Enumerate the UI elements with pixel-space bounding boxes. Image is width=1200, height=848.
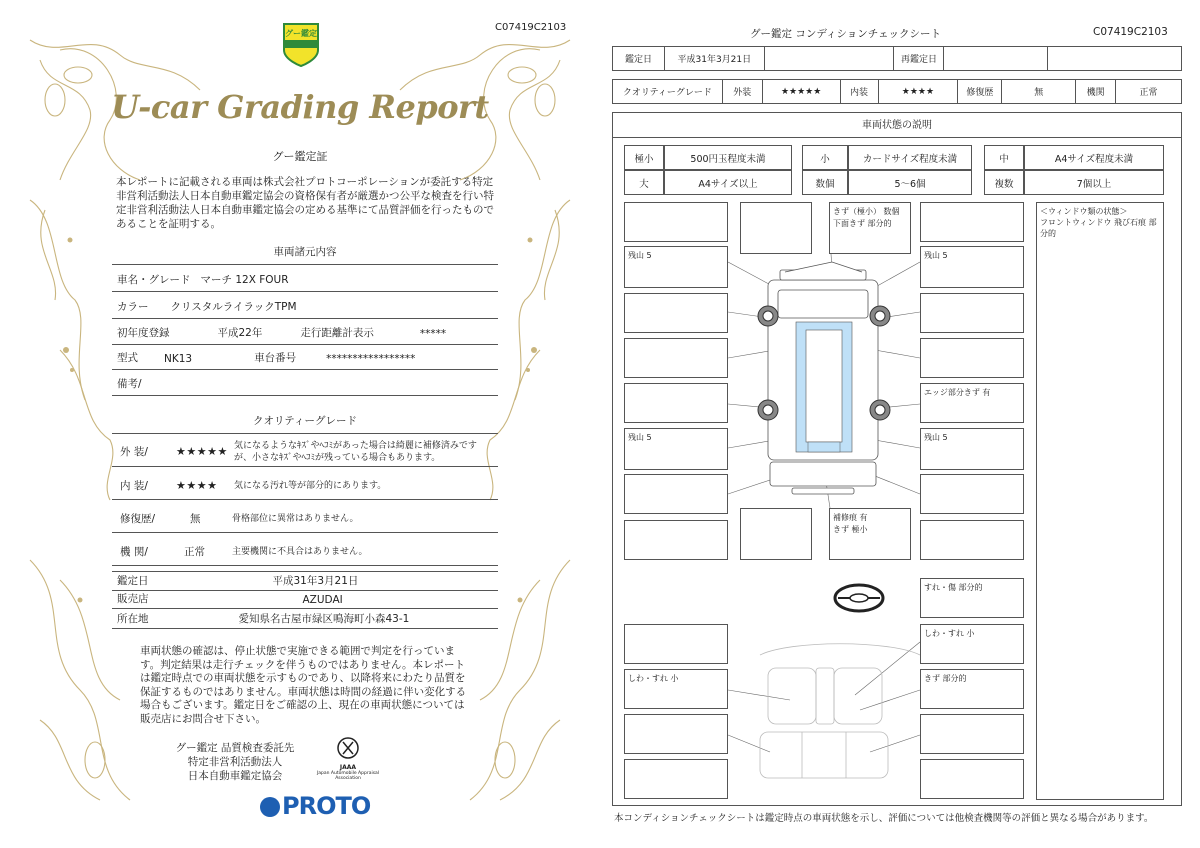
badge-text: グー鑑定 bbox=[285, 29, 317, 38]
certificate-title: グー鑑定証 bbox=[272, 150, 328, 163]
certificate-text: 本レポートに記載される車両は株式会社プロトコーポレーションが委託する特定非営利活動法人日本自動車鑑定協会の資格保有者が厳選かつ公平な検査を行い特定非営利活動法人日本自動車鑑定協会の定める基準にて品質評価を行ったものであることを証明する。 bbox=[116, 176, 494, 230]
ext-stars: ★★★★★ bbox=[762, 80, 840, 104]
legend-chu-desc: A4サイズ程度未満 bbox=[1024, 145, 1164, 170]
exterior-label: 外 装/ bbox=[120, 446, 148, 458]
sheet-footer-note: 本コンディションチェックシートは鑑定時点の車両状態を示し、評価については他検査機関等の評価と異なる場合があります。 bbox=[614, 813, 1154, 824]
date-value: 平成31年3月21日 bbox=[272, 575, 359, 587]
panel-box bbox=[920, 293, 1024, 333]
repair-value: 無 bbox=[190, 513, 201, 525]
box-right-tread-2: 残山 5 bbox=[924, 433, 948, 442]
panel-box bbox=[920, 202, 1024, 242]
box-right-wrinkle: しわ・すれ 小 bbox=[924, 629, 975, 638]
panel-box bbox=[624, 669, 728, 709]
interior-row bbox=[112, 472, 498, 500]
color-row bbox=[112, 292, 498, 319]
redate-label: 再鑑定日 bbox=[894, 47, 944, 71]
report-title: U-car Grading Report bbox=[111, 88, 489, 126]
inspection-consignee bbox=[160, 741, 310, 783]
legend-dai-desc: A4サイズ以上 bbox=[664, 170, 792, 195]
mileage-label: 走行距離計表示 bbox=[300, 327, 374, 339]
model-row bbox=[112, 345, 498, 370]
chassis-label: 車台番号 bbox=[254, 352, 297, 364]
engine-desc: 主要機関に不具合はありません。 bbox=[232, 546, 368, 557]
int-label: 内装 bbox=[840, 80, 878, 104]
divider bbox=[112, 571, 498, 572]
shop-value: AZUDAI bbox=[302, 594, 343, 606]
exterior-desc: 気になるようなｷｽﾞやﾍｺﾐがあった場合は綺麗に補修済みですが、小さなｷｽﾞやﾍｺﾐが残っている場合もあります。 bbox=[234, 440, 477, 463]
panel-box bbox=[829, 202, 911, 254]
date-label: 鑑定日 bbox=[117, 575, 149, 587]
panel-box bbox=[624, 714, 728, 754]
shop-label: 販売店 bbox=[117, 593, 149, 605]
panel-box bbox=[920, 383, 1024, 423]
box-left-tread-2: 残山 5 bbox=[628, 433, 652, 442]
legend-kyokusho-desc: 500円玉程度未満 bbox=[664, 145, 792, 170]
chassis-value: ***************** bbox=[326, 353, 416, 365]
address-label: 所在地 bbox=[117, 613, 149, 625]
consign-line-1: グー鑑定 品質検査委託先 bbox=[175, 742, 295, 754]
repair-history-row bbox=[112, 505, 498, 533]
color-label: カラー bbox=[117, 301, 149, 313]
repair-label: 修復歴/ bbox=[120, 513, 156, 525]
quality-section-title: クオリティーグレード bbox=[253, 415, 357, 427]
legend-sho-desc: カードサイズ程度未満 bbox=[848, 145, 972, 170]
legend-kyokusho: 極小 bbox=[624, 145, 664, 170]
window-title: ＜ウィンドウ類の状態＞ bbox=[1040, 207, 1128, 216]
panel-box bbox=[624, 759, 728, 799]
car-name-row bbox=[112, 266, 498, 292]
spec-section-title: 車両諸元内容 bbox=[273, 246, 337, 258]
window-condition-box bbox=[1036, 202, 1164, 800]
consign-line-3: 日本自動車鑑定協会 bbox=[187, 770, 283, 782]
box-top-center: きず（極小） 数個 下面きず 部分的 bbox=[833, 207, 900, 228]
engine-value: 正常 bbox=[184, 546, 205, 558]
engine-label: 機 関/ bbox=[120, 546, 148, 558]
address-row bbox=[112, 609, 498, 629]
shop-row bbox=[112, 591, 498, 609]
repair-label: 修復歴 bbox=[958, 80, 1002, 104]
remarks-label: 備考/ bbox=[117, 378, 142, 390]
sheet-title: グー鑑定 コンディションチェックシート bbox=[750, 28, 941, 40]
document-code: C07419C2103 bbox=[495, 22, 567, 33]
panel-box bbox=[624, 338, 728, 378]
panel-box bbox=[920, 714, 1024, 754]
model-label: 型式 bbox=[117, 352, 138, 364]
engine-label: 機関 bbox=[1076, 80, 1116, 104]
panel-box bbox=[624, 293, 728, 333]
exterior-row bbox=[112, 437, 498, 467]
ext-label: 外装 bbox=[722, 80, 762, 104]
condition-check-sheet bbox=[600, 0, 1200, 848]
legend-fuku: 複数 bbox=[984, 170, 1024, 195]
panel-box bbox=[829, 508, 911, 560]
first-reg-label: 初年度登録 bbox=[117, 327, 170, 339]
condition-title: 車両状態の説明 bbox=[613, 113, 1181, 138]
steering-wheel-icon bbox=[835, 585, 883, 611]
disclaimer-notes: 車両状態の確認は、停止状態で実施できる範囲で判定を行っています。判定結果は走行チェックを伴うものではありません。本レポートは鑑定時点での車両状態を示すものであり、以降将来にわたり品質を保証するものではありません。車両状態は時間の経過に伴い変化する場合もございます。鑑定日をご確認の上、現在の車両状態については販売店にお問合せ下さい。 bbox=[140, 645, 467, 725]
interior-label: 内 装/ bbox=[120, 480, 148, 492]
panel-box bbox=[920, 338, 1024, 378]
panel-box bbox=[920, 624, 1024, 664]
color-value: クリスタルライラックTPM bbox=[170, 301, 297, 313]
legend-fuku-desc: 7個以上 bbox=[1024, 170, 1164, 195]
box-left-wrinkle: しわ・すれ 小 bbox=[628, 674, 679, 683]
panel-box bbox=[624, 520, 728, 560]
document-code: C07419C2103 bbox=[1093, 26, 1168, 38]
box-right-tread-1: 残山 5 bbox=[924, 251, 948, 260]
proto-logo bbox=[260, 792, 370, 820]
car-label: 車名・グレード bbox=[117, 274, 191, 286]
interior-desc: 気になる汚れ等が部分的にあります。 bbox=[234, 480, 387, 491]
panel-box bbox=[740, 202, 812, 254]
legend-suu: 数個 bbox=[802, 170, 848, 195]
grade-label: クオリティーグレード bbox=[613, 80, 723, 104]
panel-box bbox=[624, 624, 728, 664]
box-right-scratch: きず 部分的 bbox=[924, 674, 967, 683]
box-steering: すれ・傷 部分的 bbox=[924, 583, 983, 592]
panel-box bbox=[920, 474, 1024, 514]
legend-sho: 小 bbox=[802, 145, 848, 170]
repair-desc: 骨格部位に異常はありません。 bbox=[232, 513, 359, 524]
jaaa-name: Japan Automobile Appraisal Association bbox=[316, 771, 380, 781]
model-value: NK13 bbox=[164, 353, 193, 365]
legend-suu-desc: 5～6個 bbox=[848, 170, 972, 195]
panel-box bbox=[624, 202, 728, 242]
address-value: 愛知県名古屋市緑区鳴海町小森43-1 bbox=[238, 613, 410, 625]
car-value: マーチ 12X FOUR bbox=[200, 274, 289, 286]
interior-stars: ★★★★ bbox=[176, 479, 218, 492]
panel-box bbox=[920, 520, 1024, 560]
exterior-stars: ★★★★★ bbox=[176, 445, 228, 458]
legend-chu: 中 bbox=[984, 145, 1024, 170]
panel-box bbox=[624, 383, 728, 423]
panel-box bbox=[624, 246, 728, 288]
proto-logo-text: PROTO bbox=[282, 792, 371, 820]
int-stars: ★★★★ bbox=[878, 80, 958, 104]
legend-dai: 大 bbox=[624, 170, 664, 195]
divider bbox=[112, 433, 498, 434]
remarks-row bbox=[112, 370, 498, 396]
first-registration-row bbox=[112, 319, 498, 345]
consign-line-2: 特定非営利活動法人 bbox=[187, 756, 283, 768]
panel-box bbox=[920, 759, 1024, 799]
engine-row bbox=[112, 538, 498, 566]
date-value: 平成31年3月21日 bbox=[664, 47, 764, 71]
panel-box bbox=[920, 669, 1024, 709]
panel-box bbox=[920, 246, 1024, 288]
repair-value: 無 bbox=[1002, 80, 1076, 104]
panel-box bbox=[624, 428, 728, 470]
engine-value: 正常 bbox=[1116, 80, 1182, 104]
panel-box bbox=[740, 508, 812, 560]
panel-box bbox=[920, 578, 1024, 618]
jaaa-abbr: JAAA bbox=[339, 764, 357, 771]
divider bbox=[112, 264, 498, 265]
box-right-edge: エッジ部分きず 有 bbox=[924, 388, 991, 397]
window-text: フロントウィンドウ 飛び石痕 部分的 bbox=[1040, 218, 1157, 238]
panel-box bbox=[920, 428, 1024, 470]
date-label: 鑑定日 bbox=[613, 47, 665, 71]
box-left-tread-1: 残山 5 bbox=[628, 251, 652, 260]
first-reg-value: 平成22年 bbox=[217, 327, 263, 339]
goo-kantei-badge bbox=[280, 20, 322, 68]
jaaa-logo bbox=[308, 736, 388, 781]
date-row bbox=[112, 573, 498, 591]
box-bottom-center: 補修痕 有 きず 極小 bbox=[833, 513, 868, 534]
panel-box bbox=[624, 474, 728, 514]
mileage-value: ***** bbox=[419, 328, 447, 340]
